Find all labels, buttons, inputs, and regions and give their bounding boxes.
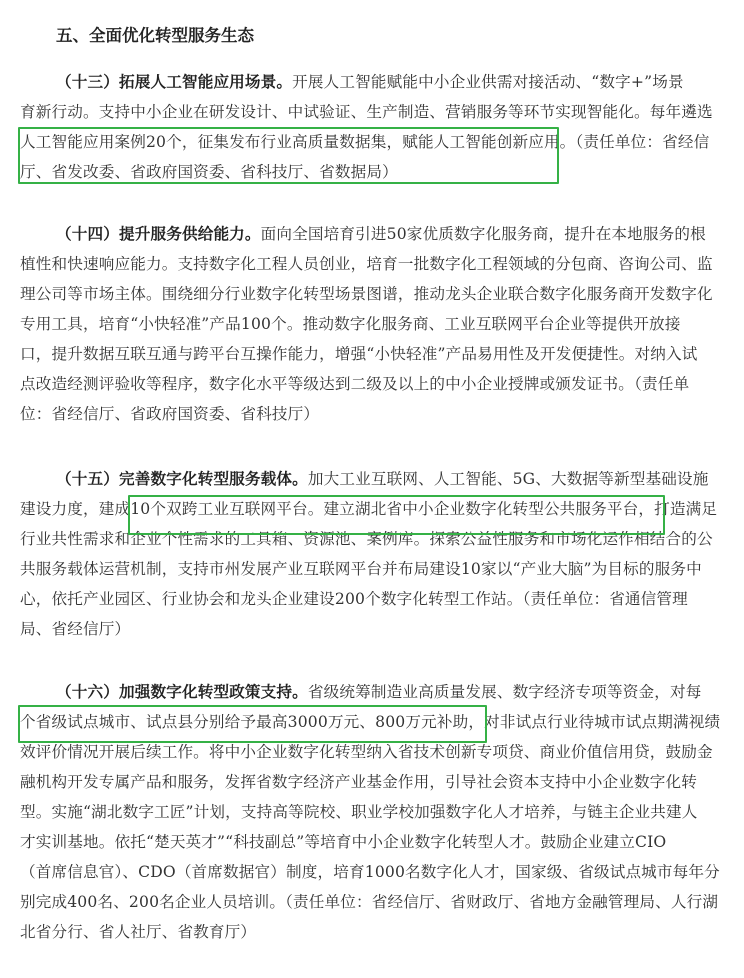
- paragraph-text: 专用工具，培育“小快轻准”产品100个。推动数字化服务商、工业互联网平台企业等提供开放接: [20, 315, 681, 333]
- paragraph-14: [20, 219, 730, 429]
- paragraph-text: 共服务载体运营机制，支持市州发展产业互联网平台并布局建设10家以“产业大脑”为目标的服务中: [20, 560, 702, 578]
- paragraph-text: 型。实施“湖北数字工匠”计划，支持高等院校、职业学校加强数字化人才培养，与链主企业共建人: [20, 803, 698, 821]
- paragraph-text: 效评价情况开展后续工作。将中小企业数字化转型纳入省技术创新专项贷、商业价值信用贷，鼓励金: [20, 743, 713, 761]
- paragraph-lead-title: （十五）完善数字化转型服务载体。: [56, 470, 308, 488]
- paragraph-line: [20, 737, 730, 767]
- paragraph-line: [20, 857, 730, 887]
- paragraph-line: [20, 339, 730, 369]
- paragraph-text: 个省级试点城市、试点县分别给予最高3000万元、800万元补助，对非试点行业待城市试点期满视绩: [20, 713, 721, 731]
- section-heading: 五、全面优化转型服务生态: [56, 26, 254, 45]
- paragraph-line: [20, 369, 730, 399]
- paragraph-line: [20, 97, 730, 127]
- paragraph-lead-title: （十三）拓展人工智能应用场景。: [56, 73, 293, 91]
- paragraph-lead-title: （十四）提升服务供给能力。: [56, 225, 261, 243]
- paragraph-line: [20, 584, 730, 614]
- paragraph-line: [20, 399, 730, 429]
- paragraph-line: [20, 614, 730, 644]
- paragraph-text: 省级统筹制造业高质量发展、数字经济专项等资金，对每: [307, 683, 702, 701]
- paragraph-line: [20, 917, 730, 947]
- paragraph-text: 育新行动。支持中小企业在研发设计、中试验证、生产制造、营销服务等环节实现智能化。每年遴选: [20, 103, 713, 121]
- paragraph-text: 面向全国培育引进50家优质数字化服务商，提升在本地服务的根: [260, 225, 706, 243]
- paragraph-text: 建设力度，建成10个双跨工业互联网平台。建立湖北省中小企业数字化转型公共服务平台，打造满足: [20, 500, 718, 518]
- paragraph-line: [20, 309, 730, 339]
- paragraph-text: （首席信息官）、CDO（首席数据官）制度，培育1000名数字化人才，国家级、省级试点城市每年分: [20, 863, 720, 881]
- paragraph-line: [20, 494, 730, 524]
- paragraph-text: 局、省经信厅）: [20, 620, 131, 638]
- paragraph-lead-title: （十六）加强数字化转型政策支持。: [56, 683, 308, 701]
- paragraph-text: 融机构开发专属产品和服务，发挥省数字经济产业基金作用，引导社会资本支持中小企业数字化转: [20, 773, 697, 791]
- paragraph-text: 口，提升数据互联互通与跨平台互操作能力，增强“小快轻准”产品易用性及开发便捷性。对纳入试: [20, 345, 698, 363]
- paragraph-text: 北省分行、省人社厅、省教育厅）: [20, 923, 257, 941]
- paragraph-line: [20, 887, 730, 917]
- paragraph-line: [20, 827, 730, 857]
- paragraph-line: [20, 524, 730, 554]
- paragraph-15: [20, 464, 730, 644]
- paragraph-line: [20, 219, 730, 249]
- paragraph-text: 厅、省发改委、省政府国资委、省科技厅、省数据局）: [20, 163, 398, 181]
- paragraph-line: [20, 797, 730, 827]
- paragraph-text: 才实训基地。依托“楚天英才”“科技副总”等培育中小企业数字化转型人才。鼓励企业建立CIO: [20, 833, 667, 851]
- paragraph-line: [20, 67, 730, 97]
- paragraph-line: [20, 707, 730, 737]
- paragraph-text: 植性和快速响应能力。支持数字化工程人员创业，培育一批数字化工程领域的分包商、咨询公司、监: [20, 255, 713, 273]
- paragraph-line: [20, 464, 730, 494]
- paragraph-line: [20, 279, 730, 309]
- paragraph-text: 开展人工智能赋能中小企业供需对接活动、“数字+”场景: [292, 73, 684, 91]
- paragraph-line: [20, 249, 730, 279]
- paragraph-text: 加大工业互联网、人工智能、5G、大数据等新型基础设施: [307, 470, 709, 488]
- paragraph-line: [20, 677, 730, 707]
- paragraph-text: 心，依托产业园区、行业协会和龙头企业建设200个数字化转型工作站。（责任单位：省通信管理: [20, 590, 688, 608]
- paragraph-13: [20, 67, 730, 187]
- paragraph-line: [20, 554, 730, 584]
- paragraph-line: [20, 157, 730, 187]
- paragraph-line: [20, 767, 730, 797]
- paragraph-16: [20, 677, 730, 947]
- paragraph-text: 行业共性需求和企业个性需求的工具箱、资源池、案例库。探索公益性服务和市场化运作相结合的公: [20, 530, 713, 548]
- paragraph-text: 别完成400名、200名企业人员培训。（责任单位：省经信厅、省财政厅、省地方金融管理局、人行湖: [20, 893, 719, 911]
- paragraph-text: 人工智能应用案例20个，征集发布行业高质量数据集，赋能人工智能创新应用。（责任单位：省经信: [20, 133, 710, 151]
- paragraph-text: 理公司等市场主体。围绕细分行业数字化转型场景图谱，推动龙头企业联合数字化服务商开发数字化: [20, 285, 713, 303]
- paragraph-text: 位：省经信厅、省政府国资委、省科技厅）: [20, 405, 320, 423]
- paragraph-line: [20, 127, 730, 157]
- paragraph-text: 点改造经测评验收等程序，数字化水平等级达到二级及以上的中小企业授牌或颁发证书。（责任单: [20, 375, 690, 393]
